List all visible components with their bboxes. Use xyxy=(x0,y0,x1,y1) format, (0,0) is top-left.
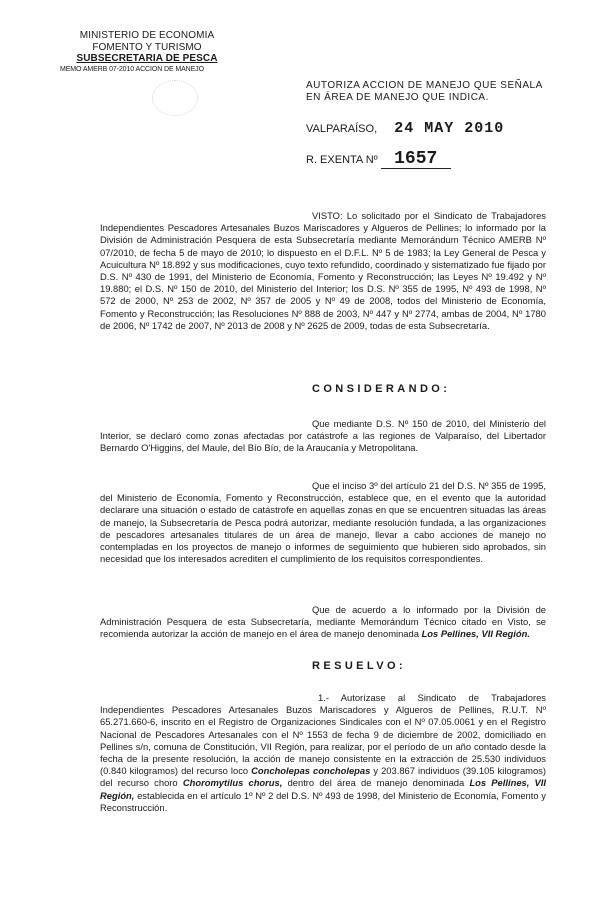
considerando-paragraph-1: Que mediante D.S. Nº 150 de 2010, del Ministerio del Interior, se declaró como zonas afectadas por catástrofe a las regiones de Valparaíso, del Libertador Bernardo O'Higgins, del Maule, del Bío Bío, de la Araucanía y Metropolitana. xyxy=(100,418,546,454)
resolution-subject: AUTORIZA ACCION DE MANEJO QUE SEÑALA EN ÁREA DE MANEJO QUE INDICA. xyxy=(306,80,543,103)
place-name: VALPARAÍSO, xyxy=(306,123,378,135)
considerando-paragraph-2: Que el inciso 3º del artículo 21 del D.S. Nº 355 de 1995, del Ministerio de Economía, Fomento y Reconstrucción, establece que, en el evento que la autoridad declarare una situación o estado de catástrofe en aquellas zonas en que se encuentren situadas las áreas de manejo, la Subsecretaría de Pesca podrá autorizar, mediante resolución fundada, a las organizaciones de pescadores artesanales titulares de un área de manejo, llevar a cabo acciones de manejo no contempladas en los proyectos de manejo o informes de seguimiento que hubieren sido aprobados, sin necesidad que los interesados acrediten el cumplimiento de los requisitos correspondientes. xyxy=(100,480,546,565)
memo-reference: MEMO AMERB 07-2010 ACCION DE MANEJO xyxy=(60,66,204,73)
resuelvo-species-loco: Concholepas concholepas xyxy=(251,765,371,777)
considerando-3-area: Los Pellines, VII Región. xyxy=(421,628,530,640)
visto-paragraph: VISTO: Lo solicitado por el Sindicato de Trabajadores Independientes Pescadores Artesanales Buzos Mariscadores y Algueros de Pellines; lo informado por la División de Administración Pesquera de esta Subsecretaría mediante Memorándum Técnico AMERB Nº 07/2010, de fecha 5 de mayo de 2010; lo dispuesto en el D.F.L. Nº 5 de 1983; la Ley General de Pesca y Acuicultura Nº 18.892 y sus modificaciones, cuyo texto refundido, coordinado y sistematizado fue fijado por D.S. Nº 430 de 1991, del Ministerio de Economía, Fomento y Reconstrucción; las Leyes Nº 19.492 y Nº 19.880; el D.S. Nº 150 de 2010, del Ministerio del Interior; los D.S. Nº 355 de 1995, Nº 493 de 1998, Nº 572 de 2000, Nº 253 de 2002, Nº 357 de 2005 y Nº 49 de 2008, todos del Ministerio de Economía, Fomento y Reconstrucción; las Resoluciones Nº 888 de 2003, Nº 447 y Nº 2774, ambas de 2004, Nº 1780 de 2006, Nº 1742 de 2007, Nº 2013 de 2008 y Nº 2625 de 2009, todas de esta Subsecretaría. xyxy=(100,210,546,331)
exenta-line xyxy=(306,150,451,169)
resuelvo-species-choro: Choromytilus chorus, xyxy=(182,777,283,789)
resuelvo-1-text-d: establecida en el artículo 1º Nº 2 del D.S. Nº 493 de 1998, del Ministerio de Economía, Fomento y Reconstrucción. xyxy=(100,789,546,813)
ministry-line-2: FOMENTO Y TURISMO xyxy=(92,41,202,53)
considerando-3-text: Que de acuerdo a lo informado por la División de Administración Pesquera de esta Subsecretaría, mediante Memorándum Técnico citado en Visto, se recomienda autorizar la acción de manejo en el área de manejo denominada xyxy=(100,604,546,640)
ministry-line-1: MINISTERIO DE ECONOMIA xyxy=(79,30,215,41)
resuelvo-1-text-a: 1.- Autorízase al Sindicato de Trabajadores Independientes Pescadores Artesanales Buzos Mariscadores y Algueros de Pellines, R.U.T. Nº 65.271.660-6, inscrito en el Registro de Organizaciones Sindicales con el Nº 07.05.0061 y en el Registro Nacional de Pescadores Artesanales con el Nº 1553 de fecha 9 de diciembre de 2002, domiciliado en Pellines s/n, comuna de Constitución, VII Región, para realizar, por el período de un año contado desde la fecha de la presente resolución, la acción de manejo consistente en la extracción de 25.530 individuos (0.840 kilogramos) del recurso loco xyxy=(100,692,546,777)
resuelvo-heading: RESUELVO: xyxy=(312,660,406,672)
resuelvo-1-text-b: y 203.867 individuos (39.105 kilogramos) del recurso choro xyxy=(100,765,546,789)
subsecretaria-line: SUBSECRETARIA DE PESCA xyxy=(76,53,218,64)
resuelvo-area-name: Los Pellines, VII Región, xyxy=(100,777,547,801)
considerando-heading: CONSIDERANDO: xyxy=(312,383,451,395)
faded-seal-stamp xyxy=(152,80,198,116)
resuelvo-paragraph-1 xyxy=(100,692,546,814)
resuelvo-1-text-c: dentro del área de manejo denominada xyxy=(287,777,465,789)
place-date-line xyxy=(306,120,504,137)
issuer-header xyxy=(62,30,232,65)
date-stamp: 24 MAY 2010 xyxy=(394,120,505,137)
exenta-label: R. EXENTA Nº xyxy=(306,154,378,166)
considerando-paragraph-3 xyxy=(100,604,546,641)
exenta-number: 1657 xyxy=(381,150,451,169)
